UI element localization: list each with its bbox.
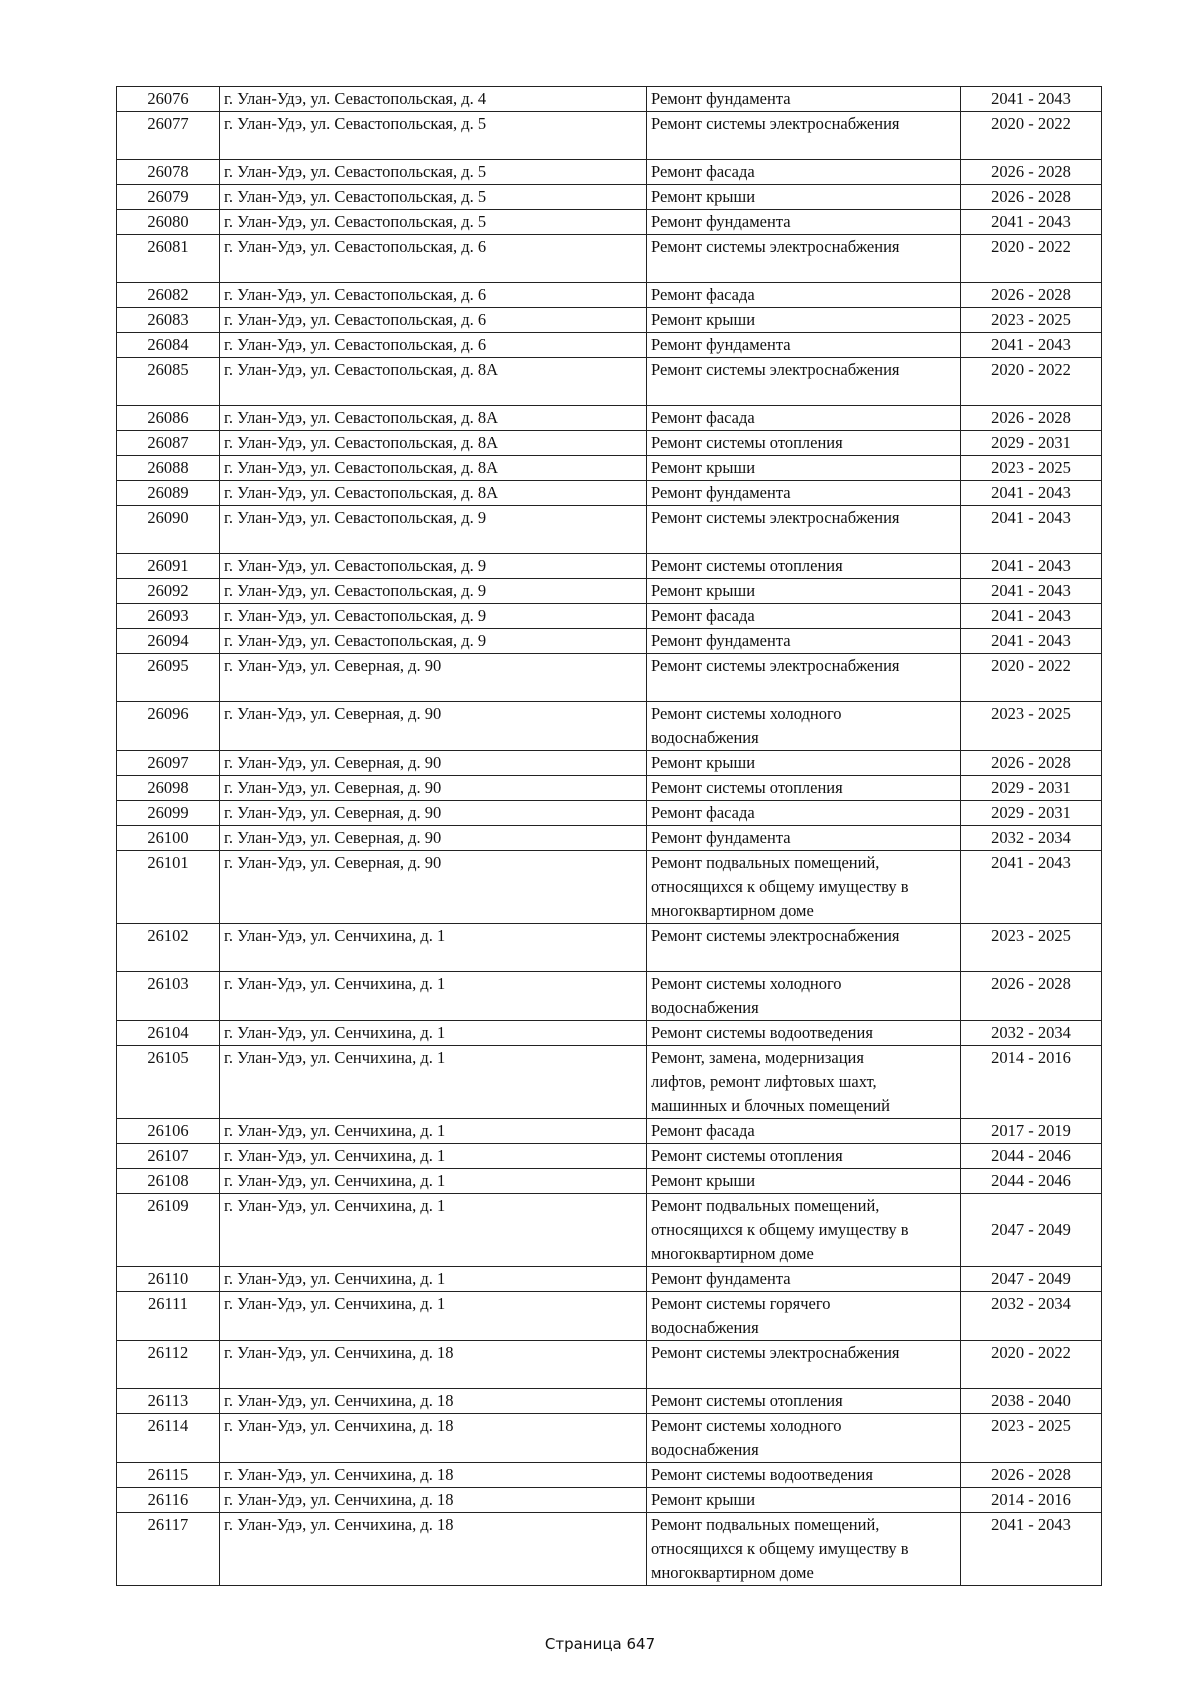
table-row — [117, 851, 1102, 924]
table-row — [117, 1267, 1102, 1292]
period-cell: 2029 - 2031 — [961, 431, 1102, 456]
work-type-cell: Ремонт подвальных помещений, относящихся к общему имуществу в многоквартирном доме — [647, 1194, 961, 1267]
row-number-cell: 26117 — [117, 1513, 220, 1586]
address-cell: г. Улан-Удэ, ул. Сенчихина, д. 1 — [220, 1144, 647, 1169]
row-number-cell: 26085 — [117, 358, 220, 406]
work-type-cell: Ремонт подвальных помещений, относящихся к общему имуществу в многоквартирном доме — [647, 851, 961, 924]
work-type-cell: Ремонт крыши — [647, 185, 961, 210]
period-cell: 2014 - 2016 — [961, 1488, 1102, 1513]
row-number-cell: 26114 — [117, 1414, 220, 1463]
work-type-cell: Ремонт системы водоотведения — [647, 1021, 961, 1046]
period-cell: 2023 - 2025 — [961, 456, 1102, 481]
table-row — [117, 1488, 1102, 1513]
row-number-cell: 26080 — [117, 210, 220, 235]
row-number-cell: 26086 — [117, 406, 220, 431]
period-cell: 2047 - 2049 — [961, 1267, 1102, 1292]
address-cell: г. Улан-Удэ, ул. Севастопольская, д. 5 — [220, 112, 647, 160]
table-row — [117, 358, 1102, 406]
address-cell: г. Улан-Удэ, ул. Севастопольская, д. 8А — [220, 431, 647, 456]
table-row — [117, 1513, 1102, 1586]
period-cell: 2044 - 2046 — [961, 1144, 1102, 1169]
work-type-cell: Ремонт фундамента — [647, 210, 961, 235]
period-cell: 2047 - 2049 — [961, 1194, 1102, 1267]
period-cell: 2041 - 2043 — [961, 333, 1102, 358]
table-row — [117, 1194, 1102, 1267]
address-cell: г. Улан-Удэ, ул. Северная, д. 90 — [220, 826, 647, 851]
work-type-cell: Ремонт фасада — [647, 406, 961, 431]
address-cell: г. Улан-Удэ, ул. Севастопольская, д. 9 — [220, 579, 647, 604]
address-cell: г. Улан-Удэ, ул. Северная, д. 90 — [220, 801, 647, 826]
row-number-cell: 26098 — [117, 776, 220, 801]
period-cell: 2020 - 2022 — [961, 112, 1102, 160]
address-cell: г. Улан-Удэ, ул. Севастопольская, д. 5 — [220, 185, 647, 210]
period-cell: 2020 - 2022 — [961, 654, 1102, 702]
period-cell: 2041 - 2043 — [961, 87, 1102, 112]
work-type-cell: Ремонт фундамента — [647, 1267, 961, 1292]
row-number-cell: 26081 — [117, 235, 220, 283]
address-cell: г. Улан-Удэ, ул. Сенчихина, д. 1 — [220, 924, 647, 972]
table-row — [117, 406, 1102, 431]
table-row — [117, 751, 1102, 776]
address-cell: г. Улан-Удэ, ул. Севастопольская, д. 9 — [220, 604, 647, 629]
row-number-cell: 26104 — [117, 1021, 220, 1046]
work-type-cell: Ремонт системы электроснабжения — [647, 358, 961, 406]
period-cell: 2041 - 2043 — [961, 210, 1102, 235]
address-cell: г. Улан-Удэ, ул. Сенчихина, д. 18 — [220, 1414, 647, 1463]
address-cell: г. Улан-Удэ, ул. Севастопольская, д. 6 — [220, 235, 647, 283]
table-row — [117, 579, 1102, 604]
work-type-cell: Ремонт системы горячего водоснабжения — [647, 1292, 961, 1341]
row-number-cell: 26076 — [117, 87, 220, 112]
address-cell: г. Улан-Удэ, ул. Сенчихина, д. 1 — [220, 972, 647, 1021]
row-number-cell: 26100 — [117, 826, 220, 851]
address-cell: г. Улан-Удэ, ул. Севастопольская, д. 6 — [220, 308, 647, 333]
period-cell: 2026 - 2028 — [961, 972, 1102, 1021]
work-type-cell: Ремонт системы электроснабжения — [647, 112, 961, 160]
table-row — [117, 702, 1102, 751]
row-number-cell: 26096 — [117, 702, 220, 751]
work-type-cell: Ремонт крыши — [647, 1488, 961, 1513]
period-cell: 2023 - 2025 — [961, 702, 1102, 751]
address-cell: г. Улан-Удэ, ул. Севастопольская, д. 5 — [220, 160, 647, 185]
work-type-cell: Ремонт системы холодного водоснабжения — [647, 972, 961, 1021]
work-type-cell: Ремонт фундамента — [647, 87, 961, 112]
work-type-cell: Ремонт фундамента — [647, 481, 961, 506]
table-row — [117, 112, 1102, 160]
work-type-cell: Ремонт фасада — [647, 283, 961, 308]
address-cell: г. Улан-Удэ, ул. Северная, д. 90 — [220, 776, 647, 801]
row-number-cell: 26091 — [117, 554, 220, 579]
row-number-cell: 26102 — [117, 924, 220, 972]
period-cell: 2041 - 2043 — [961, 604, 1102, 629]
row-number-cell: 26097 — [117, 751, 220, 776]
period-cell: 2017 - 2019 — [961, 1119, 1102, 1144]
row-number-cell: 26089 — [117, 481, 220, 506]
row-number-cell: 26078 — [117, 160, 220, 185]
period-cell: 2032 - 2034 — [961, 826, 1102, 851]
row-number-cell: 26113 — [117, 1389, 220, 1414]
period-cell: 2038 - 2040 — [961, 1389, 1102, 1414]
table-row — [117, 1463, 1102, 1488]
table-row — [117, 235, 1102, 283]
period-cell: 2029 - 2031 — [961, 776, 1102, 801]
table-row — [117, 1292, 1102, 1341]
row-number-cell: 26108 — [117, 1169, 220, 1194]
row-number-cell: 26101 — [117, 851, 220, 924]
period-cell: 2020 - 2022 — [961, 235, 1102, 283]
table-row — [117, 160, 1102, 185]
row-number-cell: 26110 — [117, 1267, 220, 1292]
work-type-cell: Ремонт фасада — [647, 160, 961, 185]
period-cell: 2026 - 2028 — [961, 283, 1102, 308]
row-number-cell: 26094 — [117, 629, 220, 654]
period-cell: 2026 - 2028 — [961, 1463, 1102, 1488]
row-number-cell: 26107 — [117, 1144, 220, 1169]
row-number-cell: 26083 — [117, 308, 220, 333]
row-number-cell: 26105 — [117, 1046, 220, 1119]
work-type-cell: Ремонт фундамента — [647, 333, 961, 358]
row-number-cell: 26106 — [117, 1119, 220, 1144]
row-number-cell: 26088 — [117, 456, 220, 481]
period-cell: 2032 - 2034 — [961, 1021, 1102, 1046]
period-cell: 2020 - 2022 — [961, 358, 1102, 406]
table-row — [117, 481, 1102, 506]
address-cell: г. Улан-Удэ, ул. Сенчихина, д. 18 — [220, 1341, 647, 1389]
table-row — [117, 629, 1102, 654]
address-cell: г. Улан-Удэ, ул. Севастопольская, д. 9 — [220, 554, 647, 579]
address-cell: г. Улан-Удэ, ул. Севастопольская, д. 9 — [220, 506, 647, 554]
repair-schedule-table — [116, 86, 1102, 1586]
table-row — [117, 801, 1102, 826]
address-cell: г. Улан-Удэ, ул. Севастопольская, д. 8А — [220, 358, 647, 406]
work-type-cell: Ремонт крыши — [647, 579, 961, 604]
table-row — [117, 283, 1102, 308]
work-type-cell: Ремонт фасада — [647, 1119, 961, 1144]
period-cell: 2044 - 2046 — [961, 1169, 1102, 1194]
address-cell: г. Улан-Удэ, ул. Севастопольская, д. 8А — [220, 481, 647, 506]
work-type-cell: Ремонт фундамента — [647, 826, 961, 851]
work-type-cell: Ремонт системы электроснабжения — [647, 506, 961, 554]
work-type-cell: Ремонт, замена, модернизация лифтов, ремонт лифтовых шахт, машинных и блочных помещений — [647, 1046, 961, 1119]
table-row — [117, 1414, 1102, 1463]
table-row — [117, 972, 1102, 1021]
address-cell: г. Улан-Удэ, ул. Северная, д. 90 — [220, 851, 647, 924]
row-number-cell: 26087 — [117, 431, 220, 456]
table-row — [117, 185, 1102, 210]
period-cell: 2026 - 2028 — [961, 406, 1102, 431]
page-number: Страница 647 — [544, 1635, 656, 1653]
address-cell: г. Улан-Удэ, ул. Сенчихина, д. 18 — [220, 1488, 647, 1513]
table-row — [117, 654, 1102, 702]
work-type-cell: Ремонт системы холодного водоснабжения — [647, 1414, 961, 1463]
row-number-cell: 26099 — [117, 801, 220, 826]
period-cell: 2041 - 2043 — [961, 629, 1102, 654]
period-cell: 2041 - 2043 — [961, 851, 1102, 924]
work-type-cell: Ремонт системы электроснабжения — [647, 924, 961, 972]
period-cell: 2041 - 2043 — [961, 579, 1102, 604]
table-body — [117, 87, 1102, 1586]
work-type-cell: Ремонт системы отопления — [647, 776, 961, 801]
table-row — [117, 776, 1102, 801]
table-row — [117, 333, 1102, 358]
table-row — [117, 431, 1102, 456]
table-row — [117, 210, 1102, 235]
work-type-cell: Ремонт системы электроснабжения — [647, 235, 961, 283]
table-row — [117, 1341, 1102, 1389]
table-row — [117, 1046, 1102, 1119]
address-cell: г. Улан-Удэ, ул. Северная, д. 90 — [220, 654, 647, 702]
table-row — [117, 826, 1102, 851]
period-cell: 2020 - 2022 — [961, 1341, 1102, 1389]
work-type-cell: Ремонт крыши — [647, 456, 961, 481]
row-number-cell: 26112 — [117, 1341, 220, 1389]
work-type-cell: Ремонт подвальных помещений, относящихся к общему имуществу в многоквартирном доме — [647, 1513, 961, 1586]
address-cell: г. Улан-Удэ, ул. Сенчихина, д. 1 — [220, 1046, 647, 1119]
period-cell: 2014 - 2016 — [961, 1046, 1102, 1119]
work-type-cell: Ремонт фасада — [647, 604, 961, 629]
address-cell: г. Улан-Удэ, ул. Сенчихина, д. 1 — [220, 1119, 647, 1144]
work-type-cell: Ремонт системы холодного водоснабжения — [647, 702, 961, 751]
address-cell: г. Улан-Удэ, ул. Северная, д. 90 — [220, 751, 647, 776]
table-row — [117, 1169, 1102, 1194]
address-cell: г. Улан-Удэ, ул. Севастопольская, д. 5 — [220, 210, 647, 235]
address-cell: г. Улан-Удэ, ул. Сенчихина, д. 18 — [220, 1463, 647, 1488]
work-type-cell: Ремонт крыши — [647, 1169, 961, 1194]
address-cell: г. Улан-Удэ, ул. Сенчихина, д. 1 — [220, 1194, 647, 1267]
address-cell: г. Улан-Удэ, ул. Сенчихина, д. 18 — [220, 1389, 647, 1414]
period-cell: 2026 - 2028 — [961, 185, 1102, 210]
row-number-cell: 26090 — [117, 506, 220, 554]
table-row — [117, 1389, 1102, 1414]
address-cell: г. Улан-Удэ, ул. Сенчихина, д. 1 — [220, 1169, 647, 1194]
row-number-cell: 26111 — [117, 1292, 220, 1341]
period-cell: 2041 - 2043 — [961, 481, 1102, 506]
table-row — [117, 456, 1102, 481]
row-number-cell: 26103 — [117, 972, 220, 1021]
work-type-cell: Ремонт фундамента — [647, 629, 961, 654]
address-cell: г. Улан-Удэ, ул. Сенчихина, д. 1 — [220, 1267, 647, 1292]
table-row — [117, 924, 1102, 972]
address-cell: г. Улан-Удэ, ул. Сенчихина, д. 18 — [220, 1513, 647, 1586]
row-number-cell: 26109 — [117, 1194, 220, 1267]
table-row — [117, 87, 1102, 112]
row-number-cell: 26079 — [117, 185, 220, 210]
work-type-cell: Ремонт системы водоотведения — [647, 1463, 961, 1488]
address-cell: г. Улан-Удэ, ул. Северная, д. 90 — [220, 702, 647, 751]
address-cell: г. Улан-Удэ, ул. Севастопольская, д. 9 — [220, 629, 647, 654]
period-cell: 2032 - 2034 — [961, 1292, 1102, 1341]
table-row — [117, 506, 1102, 554]
address-cell: г. Улан-Удэ, ул. Севастопольская, д. 6 — [220, 333, 647, 358]
period-cell: 2041 - 2043 — [961, 1513, 1102, 1586]
table-row — [117, 1144, 1102, 1169]
row-number-cell: 26084 — [117, 333, 220, 358]
work-type-cell: Ремонт системы отопления — [647, 1389, 961, 1414]
work-type-cell: Ремонт системы отопления — [647, 554, 961, 579]
period-cell: 2041 - 2043 — [961, 554, 1102, 579]
row-number-cell: 26093 — [117, 604, 220, 629]
row-number-cell: 26095 — [117, 654, 220, 702]
table-row — [117, 604, 1102, 629]
table-row — [117, 308, 1102, 333]
period-cell: 2023 - 2025 — [961, 308, 1102, 333]
work-type-cell: Ремонт системы электроснабжения — [647, 654, 961, 702]
table-row — [117, 1021, 1102, 1046]
work-type-cell: Ремонт крыши — [647, 751, 961, 776]
work-type-cell: Ремонт фасада — [647, 801, 961, 826]
period-cell: 2023 - 2025 — [961, 1414, 1102, 1463]
period-cell: 2026 - 2028 — [961, 160, 1102, 185]
work-type-cell: Ремонт крыши — [647, 308, 961, 333]
table-row — [117, 1119, 1102, 1144]
row-number-cell: 26115 — [117, 1463, 220, 1488]
period-cell: 2026 - 2028 — [961, 751, 1102, 776]
table-row — [117, 554, 1102, 579]
row-number-cell: 26082 — [117, 283, 220, 308]
address-cell: г. Улан-Удэ, ул. Севастопольская, д. 6 — [220, 283, 647, 308]
row-number-cell: 26077 — [117, 112, 220, 160]
period-cell: 2023 - 2025 — [961, 924, 1102, 972]
address-cell: г. Улан-Удэ, ул. Севастопольская, д. 8А — [220, 456, 647, 481]
address-cell: г. Улан-Удэ, ул. Сенчихина, д. 1 — [220, 1021, 647, 1046]
address-cell: г. Улан-Удэ, ул. Севастопольская, д. 4 — [220, 87, 647, 112]
row-number-cell: 26092 — [117, 579, 220, 604]
address-cell: г. Улан-Удэ, ул. Севастопольская, д. 8А — [220, 406, 647, 431]
work-type-cell: Ремонт системы электроснабжения — [647, 1341, 961, 1389]
work-type-cell: Ремонт системы отопления — [647, 1144, 961, 1169]
period-cell: 2029 - 2031 — [961, 801, 1102, 826]
work-type-cell: Ремонт системы отопления — [647, 431, 961, 456]
address-cell: г. Улан-Удэ, ул. Сенчихина, д. 1 — [220, 1292, 647, 1341]
row-number-cell: 26116 — [117, 1488, 220, 1513]
period-cell: 2041 - 2043 — [961, 506, 1102, 554]
